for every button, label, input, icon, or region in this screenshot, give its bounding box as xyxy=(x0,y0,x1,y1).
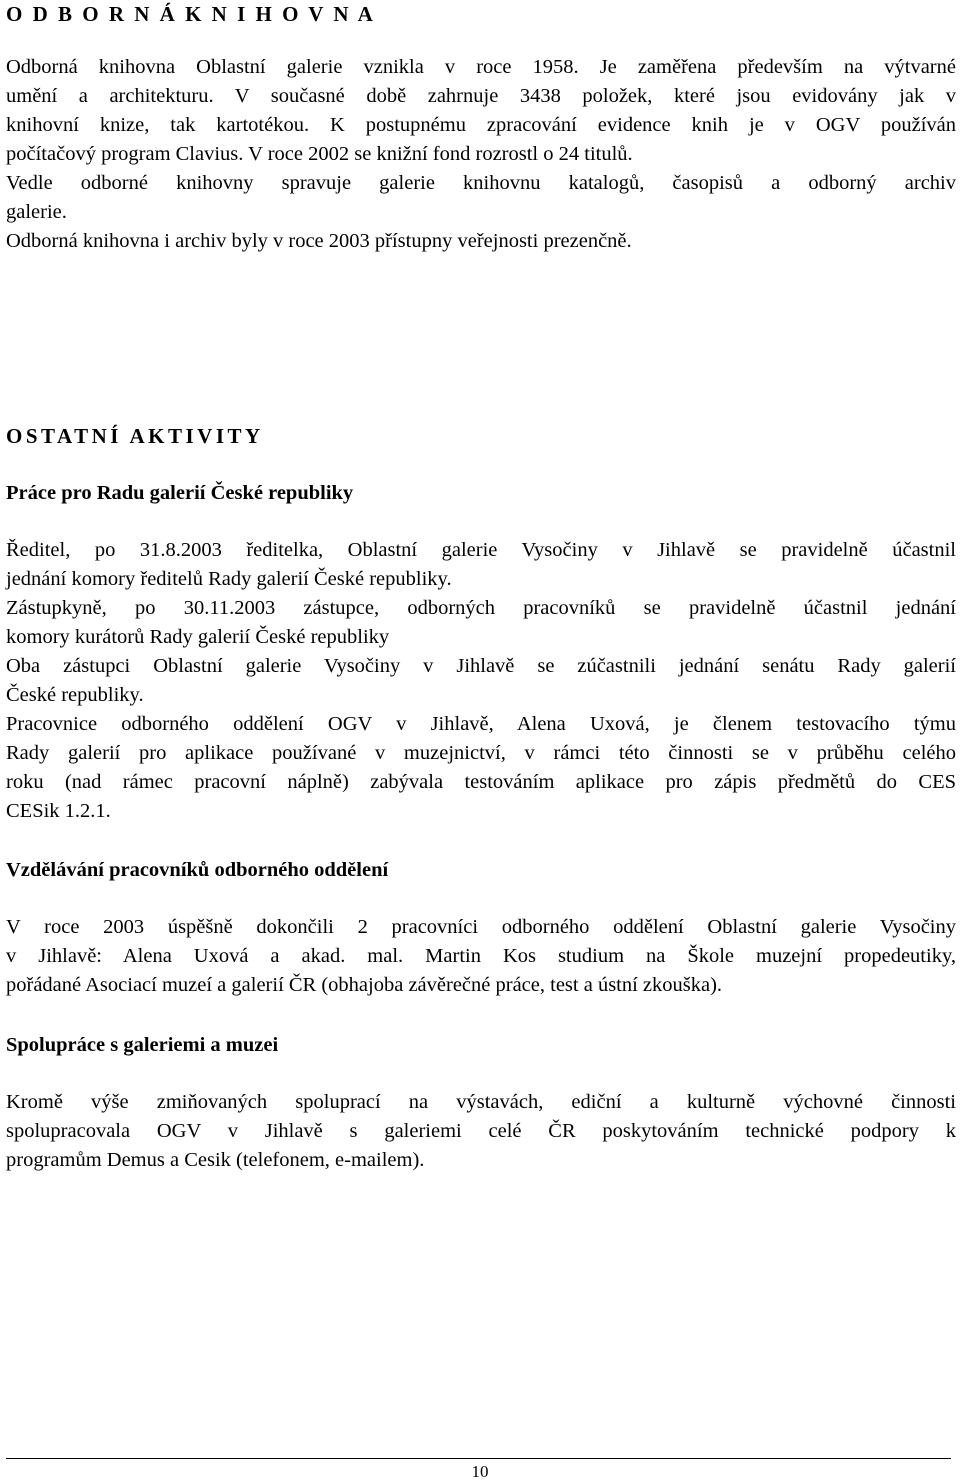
library-line: Odborná knihovna Oblastní galerie vznikla v roce 1958. Je zaměřena především na výtvarné xyxy=(6,56,956,78)
library-line: umění a architekturu. V současné době zahrnuje 3438 položek, které jsou evidovány jak v xyxy=(6,85,956,107)
council-line: Pracovnice odborného oddělení OGV v Jihlavě, Alena Uxová, je členem testovacího týmu xyxy=(6,713,956,735)
library-line: Odborná knihovna i archiv byly v roce 2003 přístupny veřejnosti prezenčně. xyxy=(6,230,632,252)
council-line: roku (nad rámec pracovní náplně) zabývala testováním aplikace pro zápis předmětů do CES xyxy=(6,771,956,793)
council-line: komory kurátorů Rady galerií České republiky xyxy=(6,626,390,648)
cooperation-line: Kromě výše zmiňovaných spoluprací na výstavách, ediční a kulturně výchovné činnosti xyxy=(6,1091,956,1113)
council-paragraph xyxy=(6,536,956,826)
council-line: Zástupkyně, po 30.11.2003 zástupce, odborných pracovníků se pravidelně účastnil jednání xyxy=(6,597,956,619)
library-line: galerie. xyxy=(6,201,67,223)
library-line: počítačový program Clavius. V roce 2002 se knižní fond rozrostl o 24 titulů. xyxy=(6,143,633,165)
library-line: Vedle odborné knihovny spravuje galerie knihovnu katalogů, časopisů a odborný archiv xyxy=(6,172,956,194)
cooperation-line: programům Demus a Cesik (telefonem, e-mailem). xyxy=(6,1149,425,1171)
cooperation-line: spolupracovala OGV v Jihlavě s galeriemi celé ČR poskytováním technické podpory k xyxy=(6,1120,956,1142)
council-line: Ředitel, po 31.8.2003 ředitelka, Oblastní galerie Vysočiny v Jihlavě se pravidelně účastnil xyxy=(6,539,956,561)
education-paragraph xyxy=(6,913,956,1000)
library-line: knihovní knize, tak kartotékou. K postupnému zpracování evidence knih je v OGV používán xyxy=(6,114,956,136)
council-line: Rady galerií pro aplikace používané v muzejnictví, v rámci této činnosti se v průběhu celého xyxy=(6,742,956,764)
library-paragraph xyxy=(6,53,956,256)
page-number: 10 xyxy=(471,1462,489,1481)
footer-divider xyxy=(6,1458,951,1459)
education-line: v Jihlavě: Alena Uxová a akad. mal. Martin Kos studium na Škole muzejní propedeutiky, xyxy=(6,945,956,967)
education-heading: Vzdělávání pracovníků odborného oddělení xyxy=(6,859,389,881)
library-heading: O D B O R N Á K N I H O V N A xyxy=(6,2,376,26)
council-heading: Práce pro Radu galerií České republiky xyxy=(6,482,354,504)
council-line: České republiky. xyxy=(6,684,144,706)
education-line: pořádané Asociací muzeí a galerií ČR (obhajoba závěrečné práce, test a ústní zkouška). xyxy=(6,974,723,996)
cooperation-paragraph xyxy=(6,1088,956,1175)
council-line: jednání komory ředitelů Rady galerií České republiky. xyxy=(6,568,452,590)
activities-heading: OSTATNÍ AKTIVITY xyxy=(6,424,264,448)
cooperation-heading: Spolupráce s galeriemi a muzei xyxy=(6,1034,279,1056)
council-line: Oba zástupci Oblastní galerie Vysočiny v Jihlavě se zúčastnili jednání senátu Rady galerií xyxy=(6,655,956,677)
council-line: CESik 1.2.1. xyxy=(6,800,111,822)
education-line: V roce 2003 úspěšně dokončili 2 pracovníci odborného oddělení Oblastní galerie Vysočiny xyxy=(6,916,956,938)
